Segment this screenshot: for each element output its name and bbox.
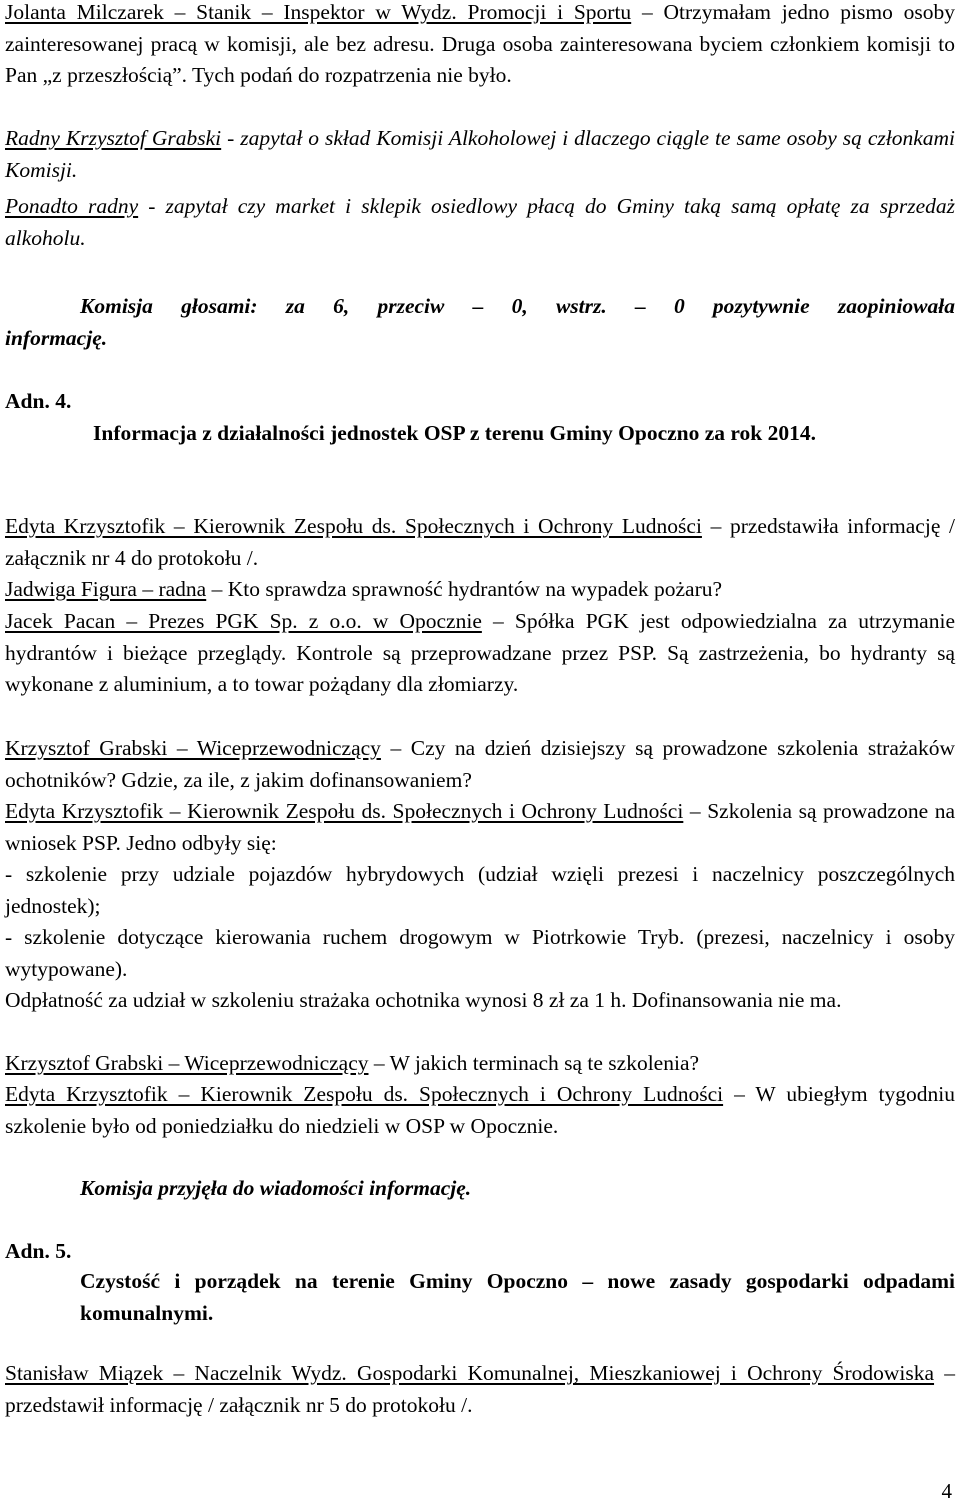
paragraph-text: – przedstawiła informację / załącznik nr 4 do protokołu /. [5,514,955,570]
agenda-item-title: Czystość i porządek na terenie Gminy Opoczno – nowe zasady gospodarki odpadami komunalnymi. [80,1269,955,1325]
paragraph-grabski-1 [5,733,955,796]
agenda-item-title: Informacja z działalności jednostek OSP z terenu Gminy Opoczno za rok 2014. [93,421,817,445]
list-item-training-2: - szkolenie dotyczące kierowania ruchem drogowym w Piotrkowie Tryb. (prezesi, naczelnicy i osoby wytypowane). [5,925,955,981]
vote-result-1: Komisja głosami: za 6, przeciw – 0, wstrz. – 0 pozytywnie zaopiniowała [80,294,955,318]
list-item-training-1: - szkolenie przy udziale pojazdów hybrydowych (udział wzięli prezesi i naczelnicy poszczególnych jednostek); [5,862,955,918]
speaker-name: Edyta Krzysztofik – Kierownik Zespołu ds. Społecznych i Ochrony Ludności [5,1082,724,1106]
speaker-name: Edyta Krzysztofik – Kierownik Zespołu ds. Społecznych i Ochrony Ludności [5,514,702,538]
speaker-name: Jacek Pacan – Prezes PGK Sp. z o.o. w Opocznie [5,609,482,633]
paragraph-krzysztofik-2 [5,796,955,859]
page-number: 4 [941,1479,952,1503]
paragraph-grabski-2 [5,1048,955,1080]
paragraph-text: - zapytał czy market i sklepik osiedlowy płacą do Gminy taką samą opłatę za sprzedaż alkoholu. [5,194,955,250]
speaker-name: Radny Krzysztof Grabski [5,126,222,150]
paragraph-text: – Czy na dzień dzisiejszy są prowadzone szkolenia strażaków ochotników? Gdzie, za ile, z jakim dofinansowaniem? [5,736,955,792]
paragraph-radny-question [5,191,955,254]
paragraph-text: – W ubiegłym tygodniu szkolenie było od poniedziałku do niedzieli w OSP w Opocznie. [5,1082,955,1138]
paragraph-krzysztofik-3 [5,1079,955,1142]
paragraph-text: – Otrzymałam jedno pismo osoby zainteresowanej pracą w komisji, ale bez adresu. Druga osoba zainteresowana byciem członkiem komisji to Pan „z przeszłością”. Tych podań do rozpatrzenia nie było. [5,0,955,88]
speaker-name: Stanisław Miązek – Naczelnik Wydz. Gospodarki Komunalnej, Mieszkaniowej i Ochrony Środowiska [5,1361,935,1385]
paragraph-milczarek [5,0,955,92]
agenda-item-label: Adn. 5. [5,1239,72,1263]
speaker-name: Krzysztof Grabski – Wiceprzewodniczący [5,736,381,760]
paragraph-text: – Kto sprawdza sprawność hydrantów na wypadek pożaru? [206,577,723,601]
agenda-item-label: Adn. 4. [5,389,72,413]
paragraph-krzysztofik-1 [5,511,955,574]
paragraph-text: – przedstawił informację / załącznik nr 5 do protokołu /. [5,1361,955,1417]
speaker-name: Jolanta Milczarek – Stanik – Inspektor w Wydz. Promocji i Sportu [5,0,632,24]
speaker-name: Ponadto radny [5,194,139,218]
paragraph-text: – Spółka PGK jest odpowiedzialna za utrzymanie hydrantów i bieżące przeglądy. Kontrole są przeprowadzane przez PSP. Są zastrzeżenia, bo hydranty są wykonane z aluminium, a to towar pożądany dla złomiarzy. [5,609,955,697]
paragraph-text: - zapytał o skład Komisji Alkoholowej i dlaczego ciągle te same osoby są członkami Komisji. [5,126,956,182]
paragraph-text: – Szkolenia są prowadzone na wniosek PSP. Jedno odbyły się: [5,799,955,855]
paragraph-grabski-question [5,123,955,186]
paragraph-pacan [5,606,955,701]
paragraph-text: – W jakich terminach są te szkolenia? [368,1051,700,1075]
speaker-name: Edyta Krzysztofik – Kierownik Zespołu ds. Społecznych i Ochrony Ludności [5,799,684,823]
vote-result-2: Komisja przyjęła do wiadomości informację. [80,1176,472,1200]
vote-result-1-continued: informację. [5,326,108,350]
speaker-name: Jadwiga Figura – radna [5,577,207,601]
speaker-name: Krzysztof Grabski – Wiceprzewodniczący [5,1051,369,1075]
paragraph-cost: Odpłatność za udział w szkoleniu strażaka ochotnika wynosi 8 zł za 1 h. Dofinansowania nie ma. [5,988,842,1012]
paragraph-miazek [5,1358,955,1421]
paragraph-figura [5,574,955,606]
